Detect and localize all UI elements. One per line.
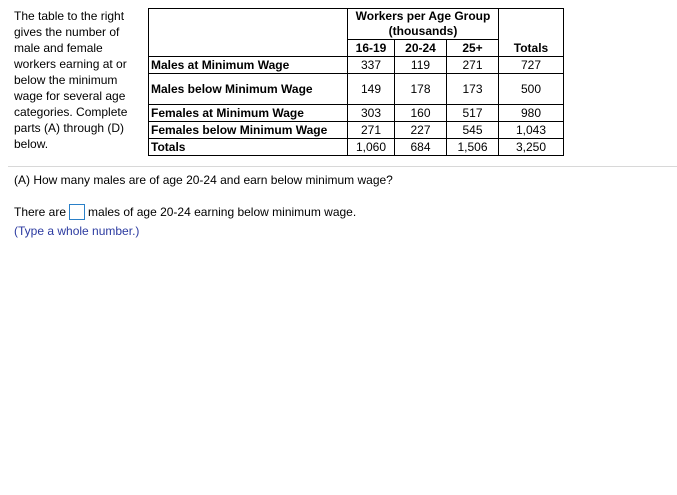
table-cell: 1,506 — [447, 139, 499, 156]
column-header-16-19: 16-19 — [348, 40, 395, 57]
intro-line: parts (A) through (D) — [14, 121, 125, 135]
intro-line: below the minimum — [14, 73, 118, 87]
intro-line: The table to the right — [14, 9, 125, 23]
intro-line: gives the number of — [14, 25, 120, 39]
intro-line: workers earning at or — [14, 57, 127, 71]
table-cell: 337 — [348, 57, 395, 74]
table-cell: 119 — [395, 57, 447, 74]
table-row — [149, 122, 564, 139]
table-cell: 271 — [348, 122, 395, 139]
table-cell: 3,250 — [499, 139, 564, 156]
table-cell: 684 — [395, 139, 447, 156]
table-cell: 545 — [447, 122, 499, 139]
answer-prefix: There are — [14, 205, 67, 219]
column-header-20-24: 20-24 — [395, 40, 447, 57]
table-totals-row — [149, 139, 564, 156]
table-row — [149, 57, 564, 74]
section-divider — [8, 166, 677, 167]
row-label: Females at Minimum Wage — [149, 105, 348, 122]
empty-header-cell — [149, 9, 348, 40]
table-cell: 173 — [447, 74, 499, 105]
table-cell: 227 — [395, 122, 447, 139]
wage-data-table — [148, 8, 564, 156]
problem-intro — [14, 8, 144, 152]
table-cell: 1,060 — [348, 139, 395, 156]
answer-suffix: males of age 20-24 earning below minimum wage. — [88, 205, 357, 219]
table-cell: 727 — [499, 57, 564, 74]
intro-line: below. — [14, 137, 49, 151]
table-row — [149, 105, 564, 122]
question-text: (A) How many males are of age 20-24 and earn below minimum wage? — [14, 173, 393, 187]
table-cell: 160 — [395, 105, 447, 122]
column-header-totals: Totals — [499, 40, 564, 57]
table-header-row — [149, 9, 564, 40]
intro-line: wage for several age — [14, 89, 126, 103]
table-row — [149, 74, 564, 105]
column-header-25-plus: 25+ — [447, 40, 499, 57]
table-cell: 303 — [348, 105, 395, 122]
row-label: Females below Minimum Wage — [149, 122, 348, 139]
age-group-header — [348, 9, 499, 40]
table-cell: 178 — [395, 74, 447, 105]
table-cell: 149 — [348, 74, 395, 105]
row-label: Males below Minimum Wage — [149, 74, 348, 105]
answer-line — [14, 202, 356, 222]
intro-line: categories. Complete — [14, 105, 128, 119]
row-label: Males at Minimum Wage — [149, 57, 348, 74]
answer-format-hint: (Type a whole number.) — [14, 224, 140, 238]
table-cell: 1,043 — [499, 122, 564, 139]
table-cell: 980 — [499, 105, 564, 122]
row-label: Totals — [149, 139, 348, 156]
empty-header-cell — [149, 40, 348, 57]
age-group-header-title: Workers per Age Group — [355, 9, 491, 23]
answer-input[interactable] — [69, 204, 85, 220]
table-column-header-row — [149, 40, 564, 57]
table-cell: 500 — [499, 74, 564, 105]
intro-line: male and female — [14, 41, 103, 55]
table-cell: 517 — [447, 105, 499, 122]
age-group-header-units: (thousands) — [388, 24, 458, 38]
empty-header-cell — [499, 9, 564, 40]
table-cell: 271 — [447, 57, 499, 74]
